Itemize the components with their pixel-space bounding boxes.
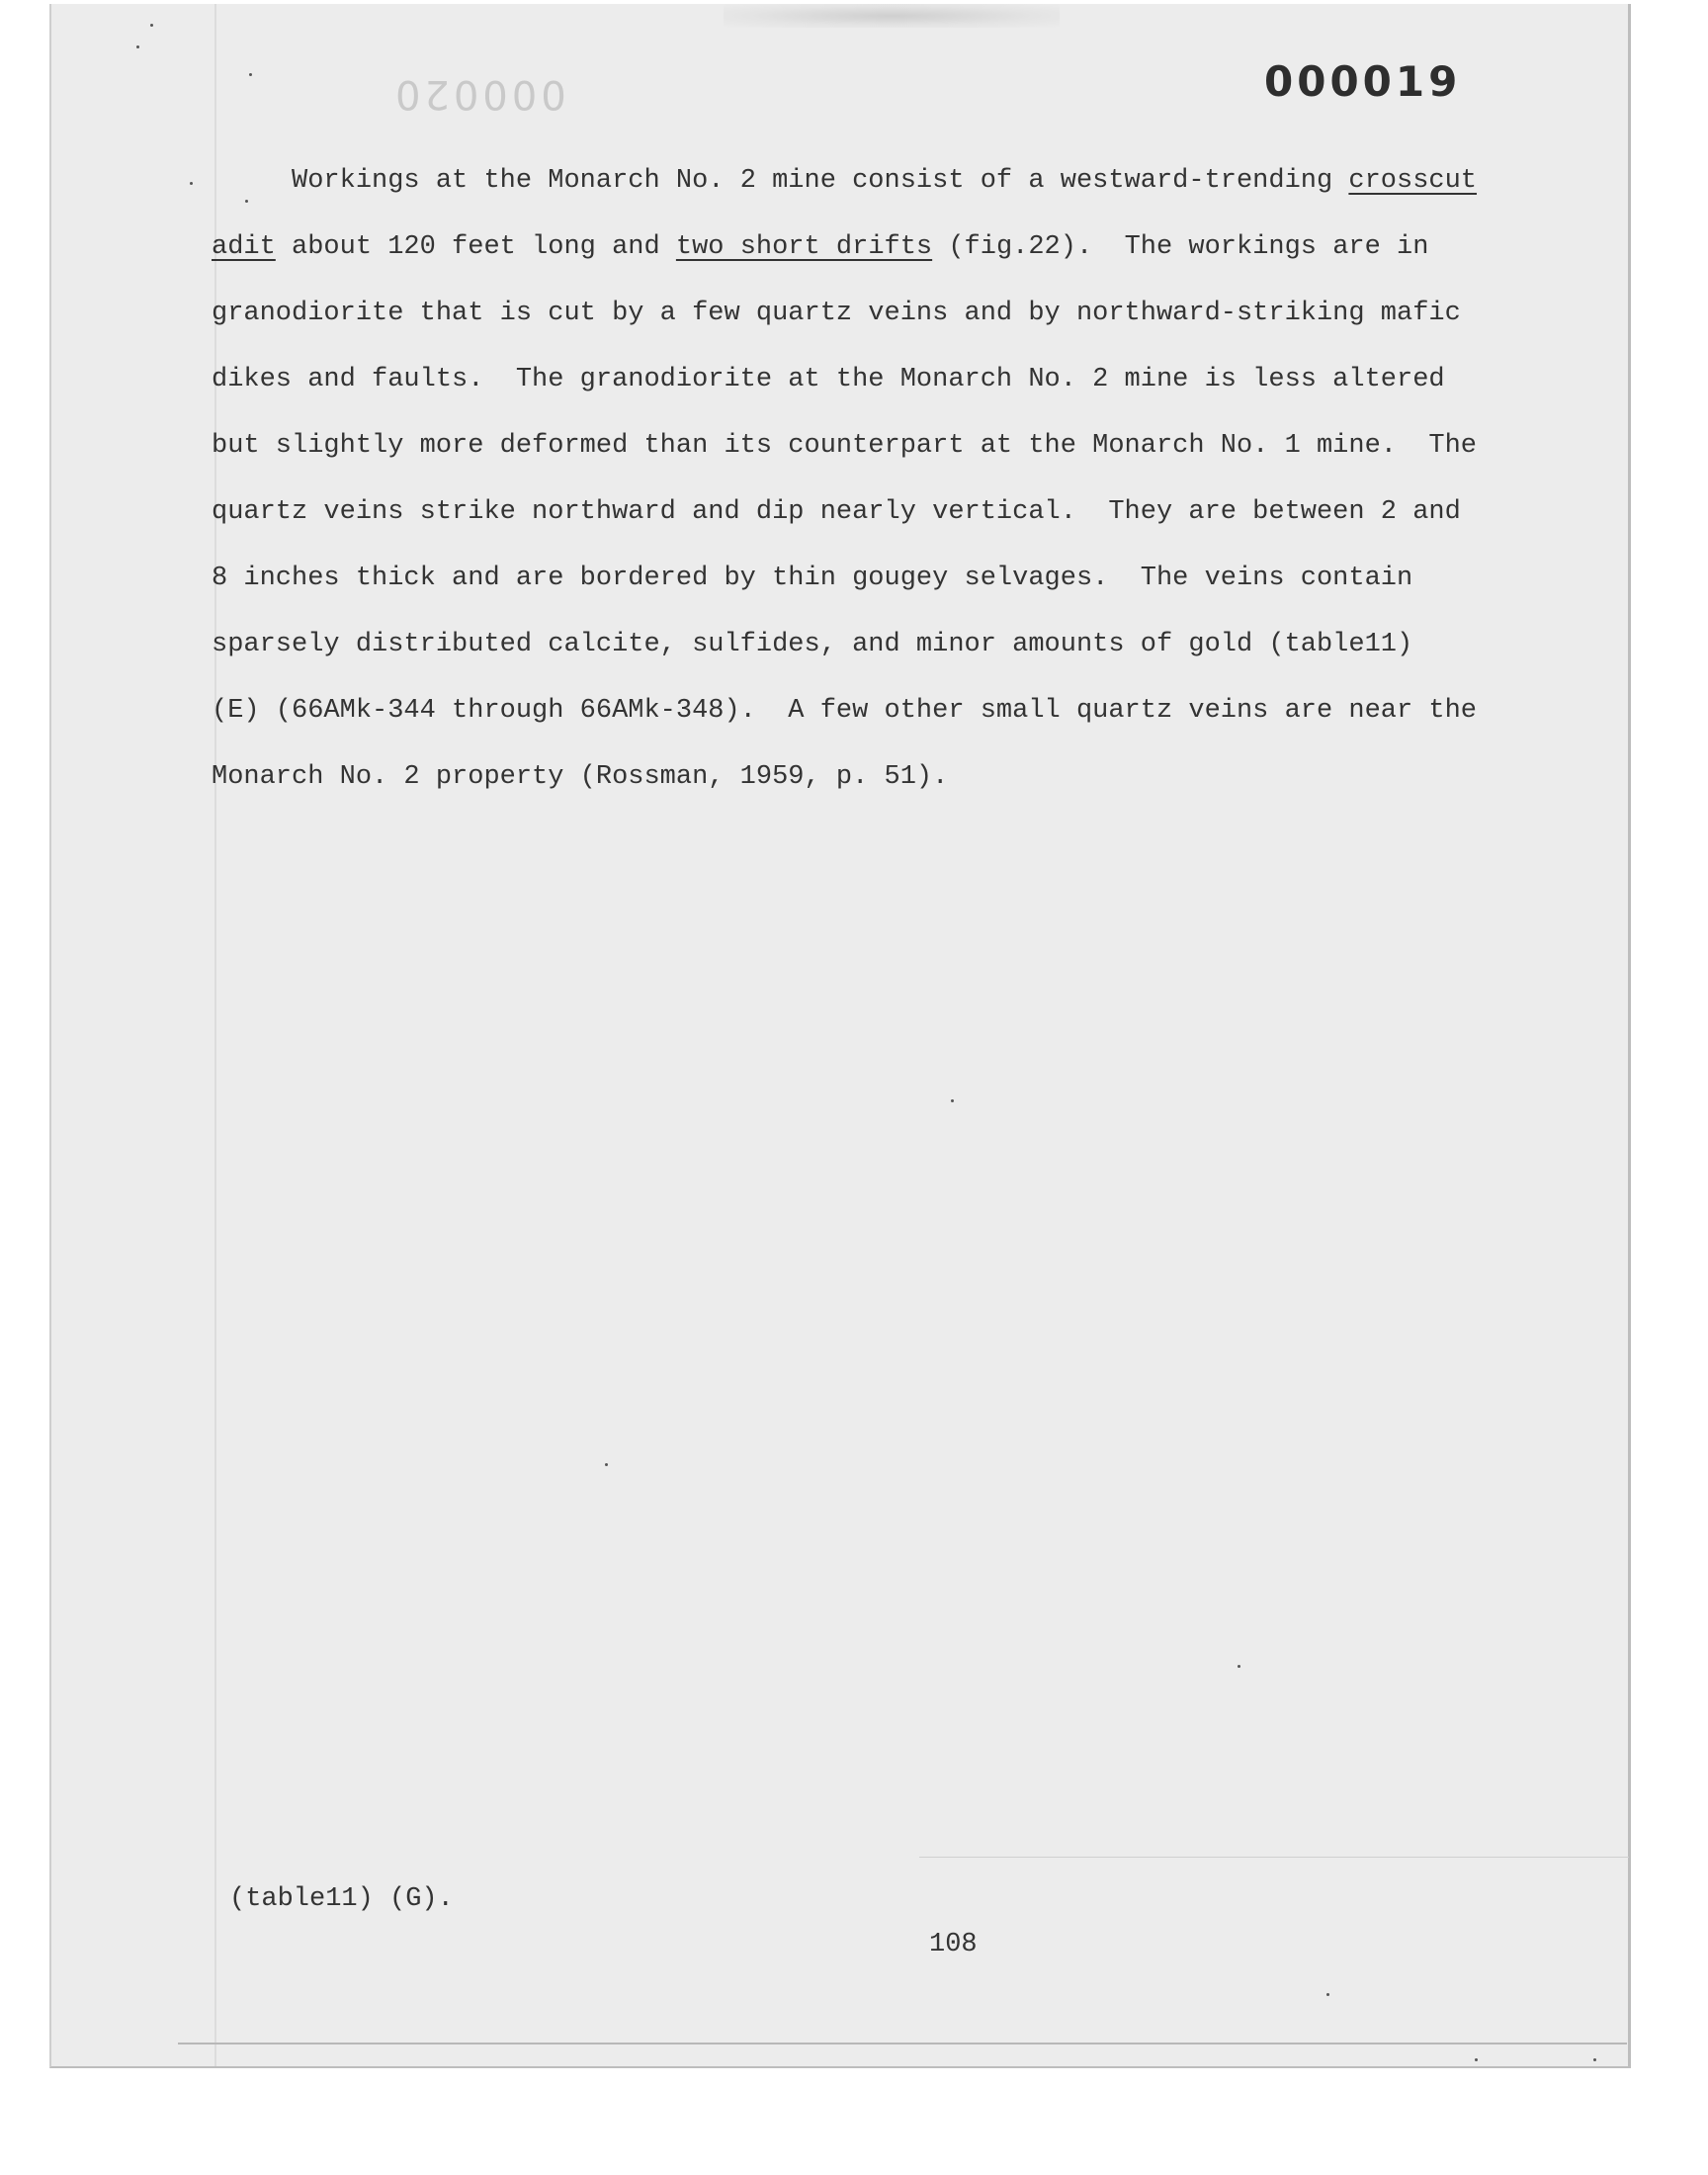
speck bbox=[150, 24, 153, 27]
speck bbox=[1475, 2058, 1478, 2061]
body-line-4: dikes and faults. The granodiorite at the Monarch No. 2 mine is less altered bbox=[212, 365, 1445, 394]
underlined-two-short-drifts: two short drifts bbox=[675, 232, 933, 262]
underlined-adit: adit bbox=[212, 232, 276, 262]
body-line-6: quartz veins strike northward and dip nearly vertical. They are between 2 and bbox=[212, 497, 1461, 527]
page-id-stamp: 000019 bbox=[1264, 57, 1462, 106]
bleed-through-page-id: 000020 bbox=[391, 71, 566, 117]
body-line-9: (E) (66AMk-344 through 66AMk-348). A few other small quartz veins are near the bbox=[212, 696, 1478, 726]
body-line-10: Monarch No. 2 property (Rossman, 1959, p. 51). bbox=[212, 762, 949, 792]
underlined-crosscut: crosscut bbox=[1348, 166, 1478, 196]
body-line-1: Workings at the Monarch No. 2 mine consist of a westward-trending crosscut bbox=[292, 166, 1478, 196]
speck bbox=[249, 73, 252, 76]
footnote: (table11) (G). bbox=[229, 1884, 454, 1914]
speck bbox=[605, 1463, 608, 1466]
body-line-5: but slightly more deformed than its counterpart at the Monarch No. 1 mine. The bbox=[212, 431, 1478, 461]
bottom-rule bbox=[178, 2043, 1627, 2044]
page-number: 108 bbox=[929, 1930, 978, 1959]
body-line-3: granodiorite that is cut by a few quartz veins and by northward-striking mafic bbox=[212, 299, 1461, 328]
speck bbox=[190, 182, 193, 185]
speck bbox=[1326, 1993, 1329, 1996]
footnote-rule bbox=[919, 1857, 1629, 1858]
speck bbox=[1238, 1665, 1240, 1668]
speck bbox=[1593, 2058, 1596, 2061]
body-line-8: sparsely distributed calcite, sulfides, and minor amounts of gold (table11) bbox=[212, 630, 1413, 659]
speck bbox=[951, 1099, 954, 1102]
body-line-2: adit about 120 feet long and two short drifts (fig.22). The workings are in bbox=[212, 232, 1429, 262]
body-line-7: 8 inches thick and are bordered by thin gougey selvages. The veins contain bbox=[212, 564, 1413, 593]
speck bbox=[136, 45, 139, 48]
body-paragraph bbox=[212, 148, 1595, 811]
scan-smudge bbox=[724, 4, 1060, 28]
